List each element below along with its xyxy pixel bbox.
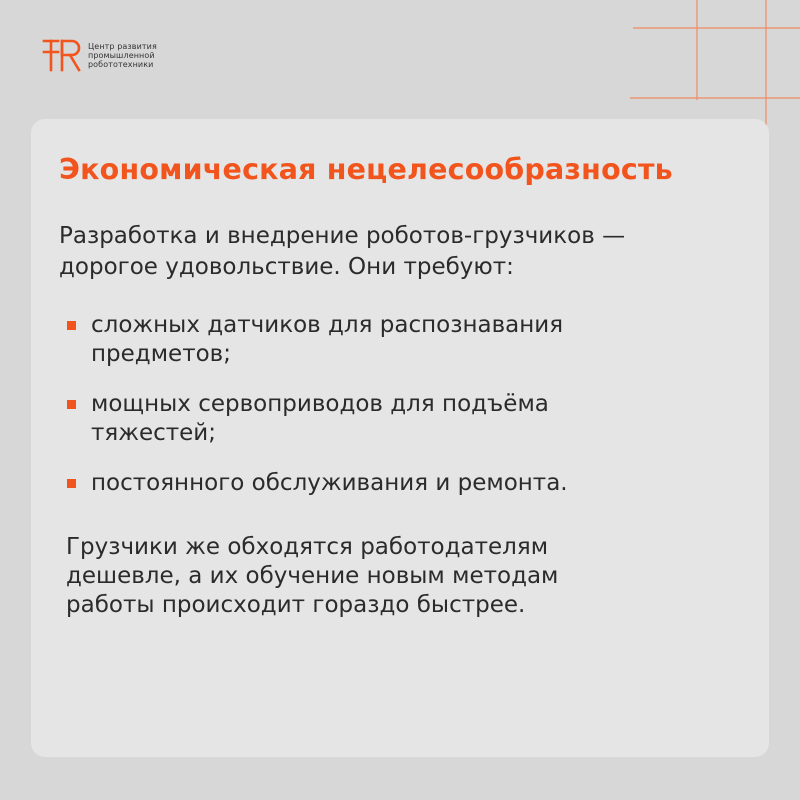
conclusion-paragraph: [66, 533, 746, 620]
fr-monogram-logo-icon: [42, 38, 82, 72]
content-card: [31, 119, 769, 757]
brand-name-line-3: робототехники: [88, 59, 154, 69]
brand-logo: [42, 38, 157, 72]
brand-name: [88, 42, 157, 69]
intro-line-2: дорогое удовольствие. Они требуют:: [59, 254, 514, 280]
intro-line-1: Разработка и внедрение роботов-грузчиков —: [59, 223, 626, 249]
list-item-line: сложных датчиков для распознавания: [91, 312, 564, 338]
list-item-line: тяжестей;: [91, 420, 216, 446]
list-item: [59, 390, 739, 448]
intro-paragraph: [59, 221, 739, 283]
bullet-square-icon: [67, 479, 76, 488]
bullet-square-icon: [67, 321, 76, 330]
list-item-line: мощных сервоприводов для подъёма: [91, 391, 549, 417]
requirements-list: [59, 311, 739, 519]
brand-name-line-2: промышленной: [88, 50, 155, 60]
list-item-line: постоянного обслуживания и ремонта.: [91, 470, 568, 496]
list-item: [59, 469, 739, 498]
conclusion-line-3: работы происходит гораздо быстрее.: [66, 592, 526, 618]
bullet-square-icon: [67, 400, 76, 409]
brand-name-line-1: Центр развития: [88, 41, 157, 51]
list-item: [59, 311, 739, 369]
card-title: Экономическая нецелесообразность: [59, 153, 673, 186]
conclusion-line-1: Грузчики же обходятся работодателям: [66, 534, 549, 560]
conclusion-line-2: дешевле, а их обучение новым методам: [66, 563, 559, 589]
list-item-line: предметов;: [91, 341, 231, 367]
